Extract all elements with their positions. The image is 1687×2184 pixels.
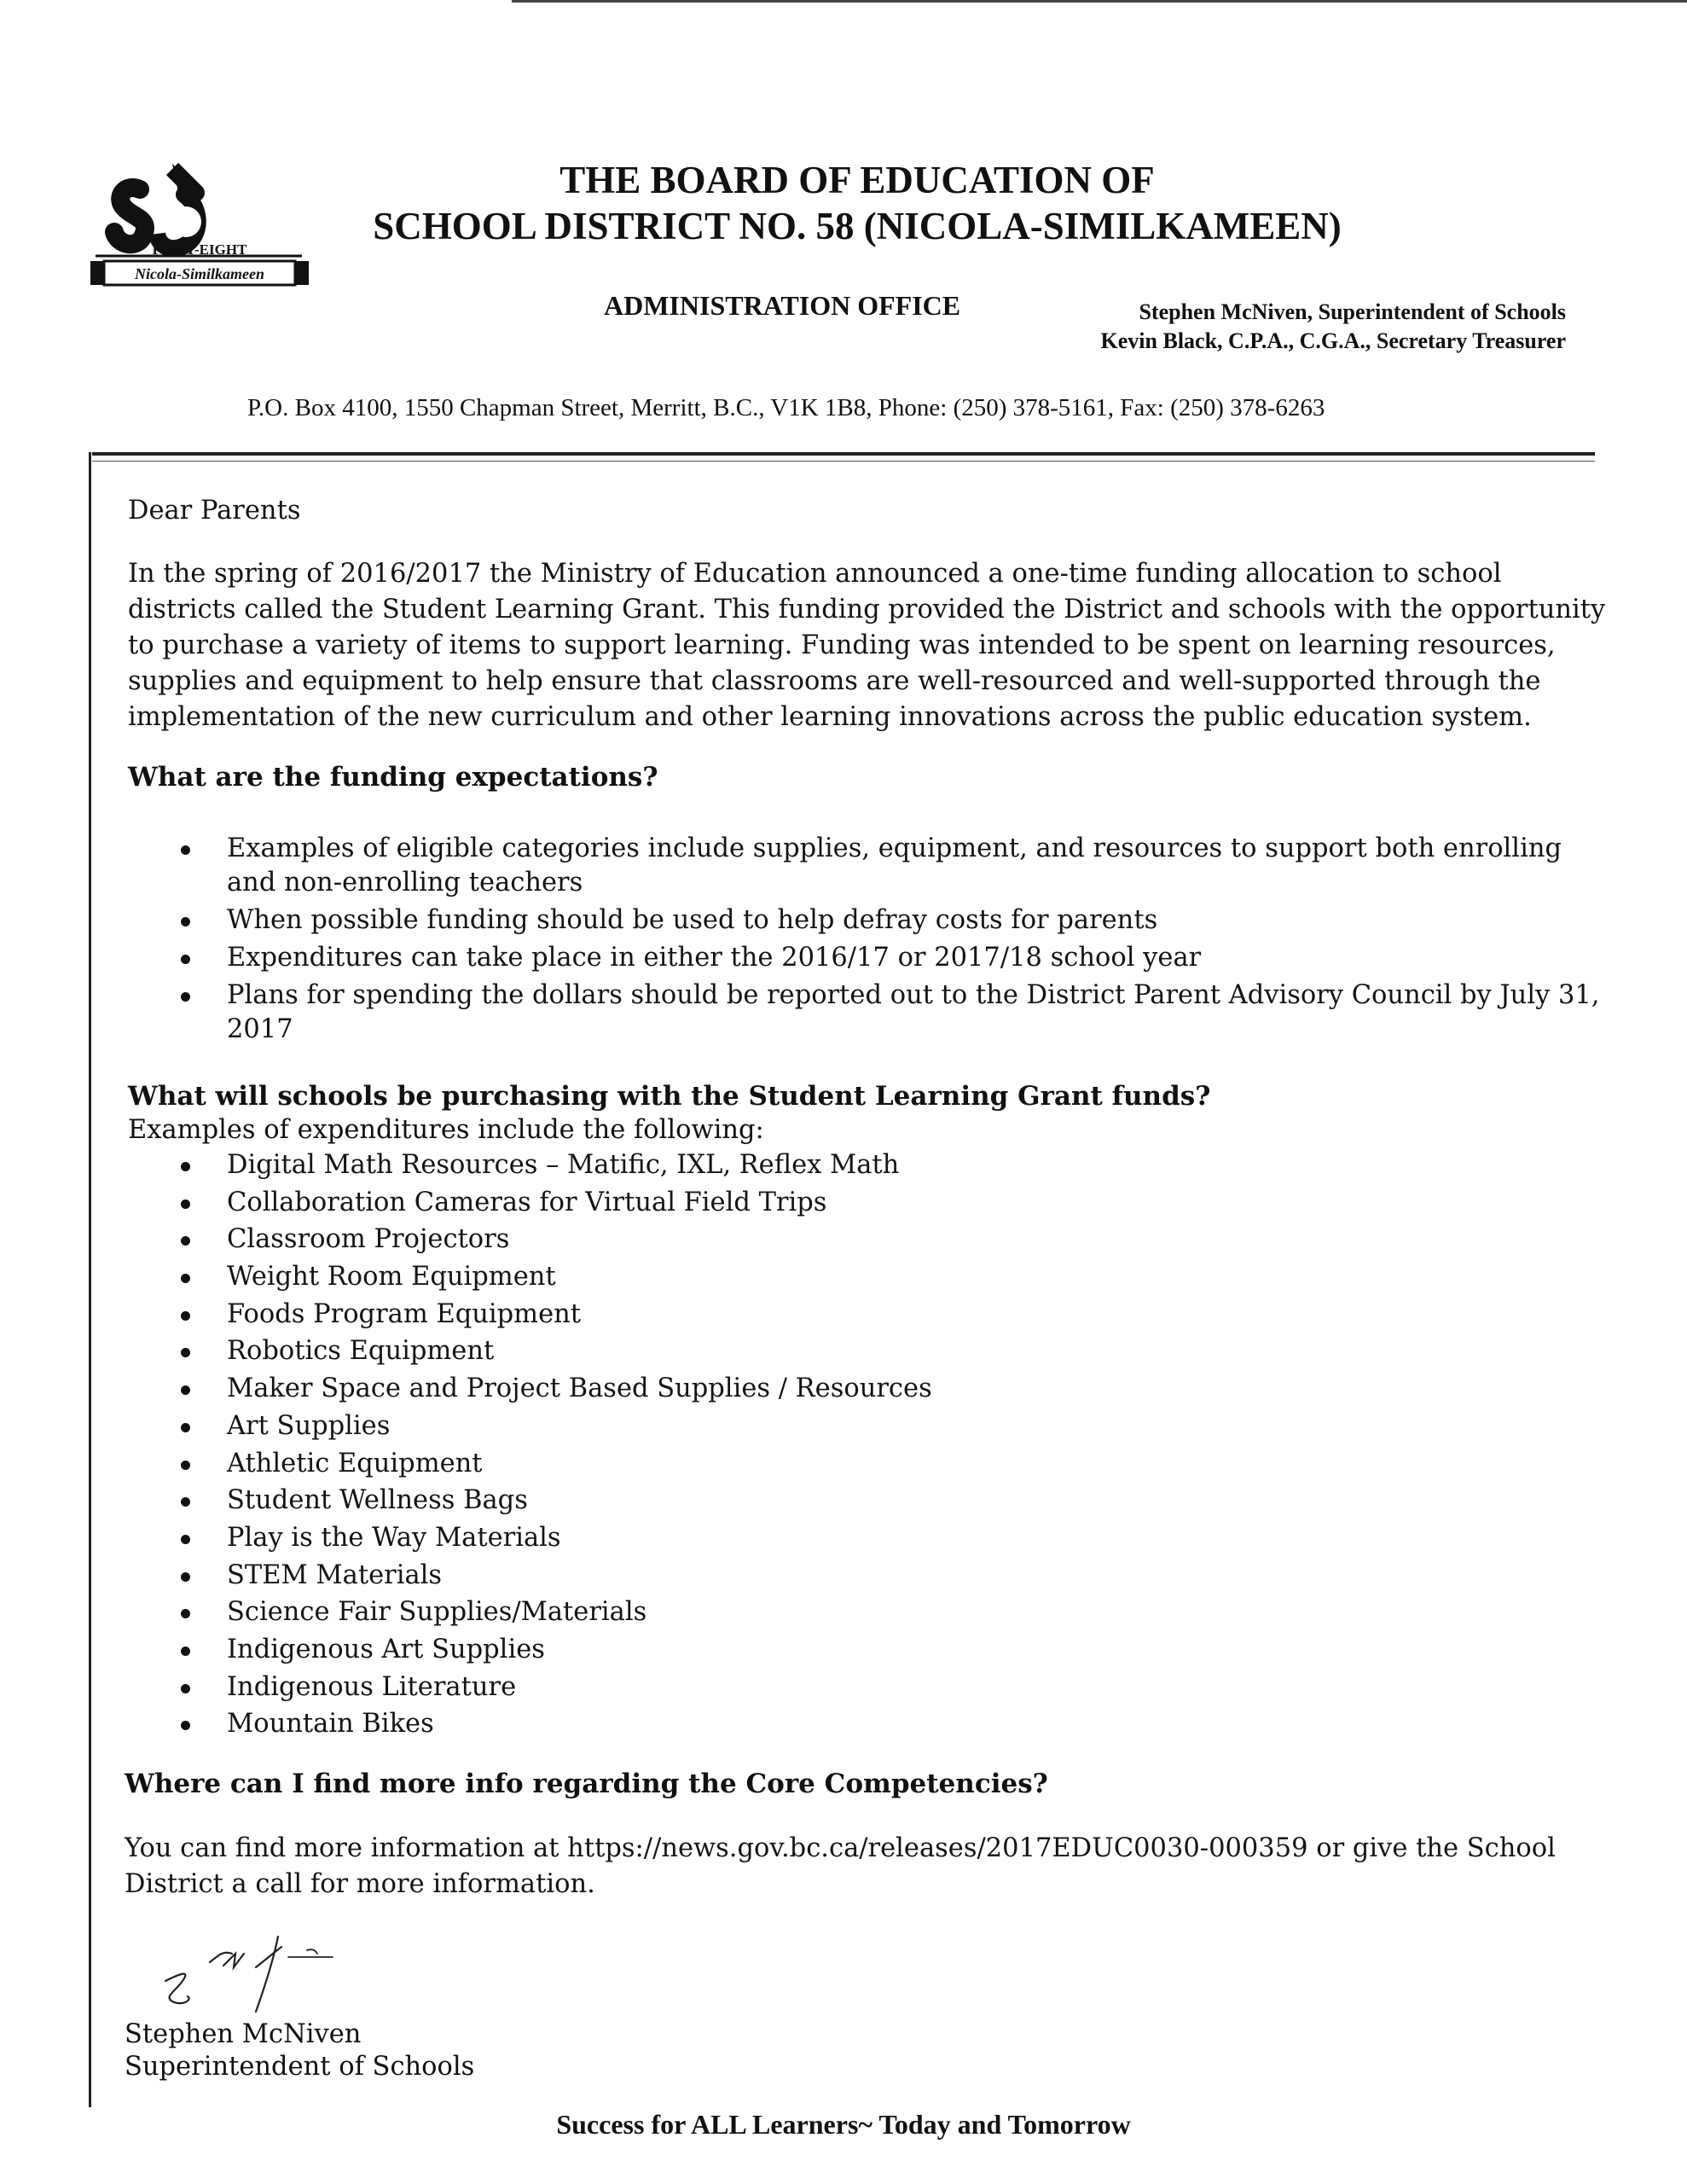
- heading-purchases: What will schools be purchasing with the Student Learning Grant funds?: [128, 1081, 1211, 1112]
- more-info-line: You can find more information at https://news.gov.bc.ca/releases/2017EDUC0030-000359 or give the School: [125, 1833, 1556, 1863]
- bullet-icon: [181, 1609, 190, 1618]
- left-margin-rule: [89, 452, 91, 2107]
- bullet-icon: [181, 955, 190, 964]
- bullet-icon: [181, 1385, 190, 1395]
- list-item: Digital Math Resources – Matific, IXL, Reflex Math: [128, 1148, 1660, 1182]
- bullet-icon: [181, 1684, 190, 1693]
- intro-paragraph: [128, 556, 1606, 735]
- list-item: Science Fair Supplies/Materials: [128, 1595, 1660, 1629]
- bullet-icon: [181, 1162, 190, 1171]
- list-item: Robotics Equipment: [128, 1334, 1660, 1368]
- treasurer-line: Kevin Black, C.P.A., C.G.A., Secretary Treasurer: [1100, 328, 1566, 353]
- office-address: P.O. Box 4100, 1550 Chapman Street, Merritt, B.C., V1K 1B8, Phone: (250) 378-5161, Fax: (250) 378-6263: [247, 394, 1325, 421]
- more-info-line: District a call for more information.: [125, 1869, 595, 1899]
- board-title-line-1: THE BOARD OF EDUCATION OF: [559, 159, 1155, 201]
- heading-funding-expectations: What are the funding expectations?: [128, 762, 658, 793]
- list-item: Mountain Bikes: [128, 1707, 1660, 1741]
- bullet-icon: [181, 1199, 190, 1209]
- bullet-icon: [181, 1348, 190, 1357]
- bullet-icon: [181, 1572, 190, 1582]
- intro-line: implementation of the new curriculum and other learning innovations across the public education system.: [128, 702, 1532, 732]
- list-item: Athletic Equipment: [128, 1447, 1660, 1481]
- more-info-paragraph: [125, 1831, 1609, 1902]
- district-logo: [90, 157, 309, 293]
- superintendent-line: Stephen McNiven, Superintendent of Schools: [1139, 299, 1566, 324]
- header-rule-thin: [92, 461, 1595, 462]
- intro-line: In the spring of 2016/2017 the Ministry of Education announced a one-time funding allocation to school: [128, 559, 1502, 589]
- bullet-icon: [181, 1647, 190, 1656]
- administration-office-label: ADMINISTRATION OFFICE: [604, 290, 961, 321]
- list-item: Weight Room Equipment: [128, 1260, 1660, 1294]
- list-item: Expenditures can take place in either the 2016/17 or 2017/18 school year: [128, 941, 1660, 975]
- list-item: Art Supplies: [128, 1409, 1660, 1443]
- top-rule: [512, 0, 1687, 3]
- list-item: Student Wellness Bags: [128, 1484, 1660, 1518]
- intro-line: supplies and equipment to help ensure that classrooms are well-resourced and well-supported through the: [128, 666, 1541, 696]
- bullet-icon: [181, 992, 190, 1002]
- bullet-icon: [181, 845, 190, 855]
- list-item: Collaboration Cameras for Virtual Field Trips: [128, 1186, 1660, 1220]
- bullet-icon: [181, 1721, 190, 1730]
- bullet-icon: [181, 1236, 190, 1246]
- list-item: Examples of eligible categories include supplies, equipment, and resources to support both enrolling and non-enrolling teachers: [128, 832, 1660, 900]
- signatory-name: Stephen McNiven: [125, 2019, 362, 2049]
- bullet-icon: [181, 1311, 190, 1321]
- bullet-icon: [181, 1461, 190, 1470]
- bullet-icon: [181, 1497, 190, 1507]
- list-item: Classroom Projectors: [128, 1223, 1660, 1257]
- svg-text:FIFTY-EIGHT: FIFTY-EIGHT: [152, 241, 247, 258]
- bullet-icon: [181, 1274, 190, 1283]
- board-title-line-2: SCHOOL DISTRICT NO. 58 (NICOLA-SIMILKAMEEN): [373, 205, 1342, 247]
- bullet-icon: [181, 1423, 190, 1432]
- svg-text:Nicola-Similkameen: Nicola-Similkameen: [135, 265, 264, 282]
- list-item: Foods Program Equipment: [128, 1298, 1660, 1332]
- footer-motto: Success for ALL Learners~ Today and Tomorrow: [556, 2109, 1131, 2140]
- bullet-icon: [181, 917, 190, 926]
- greeting: Dear Parents: [128, 496, 301, 526]
- signatory-title: Superintendent of Schools: [125, 2052, 475, 2082]
- list-item: Play is the Way Materials: [128, 1521, 1660, 1555]
- list-item: Indigenous Literature: [128, 1670, 1660, 1705]
- intro-line: districts called the Student Learning Grant. This funding provided the District and schools with the opportunity: [128, 595, 1606, 624]
- expectations-list: [128, 832, 1660, 1050]
- list-item: STEM Materials: [128, 1559, 1660, 1593]
- list-item: Plans for spending the dollars should be reported out to the District Parent Advisory Council by July 31, 2017: [128, 979, 1660, 1047]
- list-item: When possible funding should be used to help defray costs for parents: [128, 903, 1660, 938]
- handwritten-signature: [154, 1928, 443, 2030]
- list-item: Indigenous Art Supplies: [128, 1633, 1660, 1667]
- examples-intro: Examples of expenditures include the following:: [128, 1115, 764, 1145]
- bullet-icon: [181, 1535, 190, 1544]
- intro-line: to purchase a variety of items to support learning. Funding was intended to be spent on learning resources,: [128, 630, 1556, 660]
- heading-more-info: Where can I find more info regarding the Core Competencies?: [125, 1769, 1048, 1799]
- list-item: Maker Space and Project Based Supplies / Resources: [128, 1372, 1660, 1406]
- purchases-list: [128, 1148, 1660, 1745]
- header-rule-thick: [92, 452, 1595, 456]
